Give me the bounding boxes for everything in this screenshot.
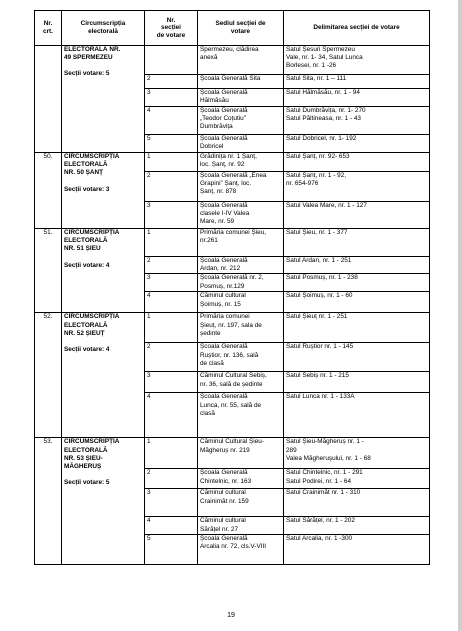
section-delimitation: Satul Ardan, nr. 1 - 251 <box>284 257 430 274</box>
section-delimitation: Satul Crainimăt nr. 1 - 310 <box>284 489 430 517</box>
scan-edge <box>458 0 462 631</box>
header-circumscription: Circumscripția electorală <box>62 11 145 46</box>
section-number: 2 <box>145 469 198 489</box>
section-delimitation: Satul Dobricel, nr. 1- 192 <box>284 135 430 153</box>
section-seat: Școala Generală Ruștior, nr. 136, sală de clasă <box>198 343 284 372</box>
section-seat: Școala Generală Lunca, nr. 55, sală de clasă <box>198 393 284 438</box>
section-number: 3 <box>145 372 198 393</box>
circumscription-number <box>35 46 62 153</box>
circumscription-cell <box>62 153 145 229</box>
section-number: 2 <box>145 75 198 89</box>
section-seat: Căminul Cultural Sebiș, nr. 36, sală de ședinte <box>198 372 284 393</box>
section-seat: Școala Generală Ardan, nr. 212 <box>198 257 284 274</box>
circumscription-title: CIRCUMSCRIPȚIA ELECTORALĂ NR. 52 ȘIEUȚ <box>64 313 120 337</box>
header-seat: Sediul secției de votare <box>198 11 284 46</box>
section-delimitation: Satul Posmuș, nr. 1 - 238 <box>284 274 430 292</box>
section-number: 4 <box>145 292 198 313</box>
section-number: 3 <box>145 202 198 229</box>
section-delimitation: Satul Șieu, nr. 1 - 377 <box>284 229 430 257</box>
circumscription-title: CIRCUMSCRIPȚIA ELECTORALĂ NR. 51 ȘIEU <box>64 229 120 253</box>
section-number: 1 <box>145 229 198 257</box>
section-delimitation: Satul Sărățel, nr. 1 - 202 <box>284 517 430 534</box>
sections-count: Secții votare: 5 <box>64 70 110 78</box>
table-row <box>35 46 430 75</box>
header-nr: Nr. crt. <box>35 11 62 46</box>
section-seat: Școala Generală nr. 2, Posmuș, nr.129 <box>198 274 284 292</box>
section-number: 1 <box>145 153 198 172</box>
circumscription-title: ELECTORALĂ NR. 49 SPERMEZEU <box>64 46 121 62</box>
electoral-sections-table <box>34 10 430 565</box>
section-delimitation: Satul Șanț, nr. 92- 653 <box>284 153 430 172</box>
section-delimitation: Satul Dumbrăvița, nr. 1- 270 Satul Păltineasa, nr. 1 - 43 <box>284 107 430 135</box>
section-number: 4 <box>145 393 198 438</box>
section-seat: Școala Generală clasele I-IV Valea Mare, nr. 59 <box>198 202 284 229</box>
circumscription-number: 50. <box>35 153 62 229</box>
table-body <box>35 46 430 565</box>
section-number: 3 <box>145 274 198 292</box>
page-number: 19 <box>227 612 235 619</box>
section-seat: Căminul Cultural Șieu- Măgheruș nr. 219 <box>198 438 284 469</box>
section-delimitation: Satul Șoimuș, nr. 1 - 60 <box>284 292 430 313</box>
section-number: 5 <box>145 135 198 153</box>
section-delimitation: Satul Hălmăsău, nr. 1 - 94 <box>284 89 430 107</box>
sections-count: Secții votare: 4 <box>64 346 110 354</box>
section-number: 3 <box>145 489 198 517</box>
section-seat: Școala Generală Sita <box>198 75 284 89</box>
section-number: 4 <box>145 107 198 135</box>
table-row <box>35 438 430 469</box>
section-delimitation: Satul Ruștior nr. 1 - 145 <box>284 343 430 372</box>
section-seat: Căminul cultural Sărățel nr. 27 <box>198 517 284 534</box>
section-delimitation: Satul Șesuri Spermezeu Vale, nr. 1- 34, Satul Lunca Borlesei, nr. 1 -26 <box>284 46 430 75</box>
section-delimitation: Satul Sebiș nr. 1 - 215 <box>284 372 430 393</box>
section-number <box>145 46 198 75</box>
circumscription-cell <box>62 46 145 153</box>
circumscription-cell <box>62 313 145 438</box>
circumscription-cell <box>62 229 145 313</box>
section-seat: Școala Generală Hălmăsău <box>198 89 284 107</box>
header-section-nr: Nr. secției de votare <box>145 11 198 46</box>
sections-count: Secții votare: 3 <box>64 185 110 193</box>
section-delimitation: Satul Chintelnic, nr. 1 - 291 Satul Podirei, nr. 1 - 64 <box>284 469 430 489</box>
section-seat: Primăria comunei Șieuț, nr. 197, sala de ședinte <box>198 313 284 343</box>
section-seat: Grădinița nr. 1 Șanț, loc. Șanț, nr. 92 <box>198 153 284 172</box>
section-seat: Școala Generală „Enea Grapini” Șanț, loc. Șanț, nr. 878 <box>198 172 284 202</box>
circumscription-cell <box>62 438 145 564</box>
section-number: 4 <box>145 517 198 534</box>
sections-count: Secții votare: 5 <box>64 479 110 487</box>
section-delimitation: Satul Arcalia, nr. 1 -300 <box>284 534 430 564</box>
table-row <box>35 229 430 257</box>
section-delimitation: Satul Șanț, nr. 1 - 92, nr. 654-976 <box>284 172 430 202</box>
section-seat: Școala Generală „Teodor Coțutiu” Dumbrăvița <box>198 107 284 135</box>
section-seat: Școala Generală Dobricel <box>198 135 284 153</box>
section-seat: Primăria comunei Șieu, nr.261 <box>198 229 284 257</box>
section-number: 1 <box>145 313 198 343</box>
section-delimitation: Satul Lunca nr. 1 - 133A <box>284 393 430 438</box>
section-delimitation: Satul Șieu-Măgheruș nr. 1 - 289 Valea Măgherușului, nr. 1 - 68 <box>284 438 430 469</box>
section-number: 2 <box>145 172 198 202</box>
section-number: 3 <box>145 89 198 107</box>
circumscription-title: CIRCUMSCRIPȚIA ELECTORALĂ NR. 50 ȘANȚ <box>64 153 120 177</box>
circumscription-title: CIRCUMSCRIPȚIA ELECTORALĂ NR. 53 ȘIEU- MĂGHERUȘ <box>64 438 120 471</box>
section-delimitation: Satul Sita, nr. 1 – 111 <box>284 75 430 89</box>
header-delimitation: Delimitarea secției de votare <box>284 11 430 46</box>
circumscription-number: 51. <box>35 229 62 313</box>
section-seat: Căminul cultural Șoimuș, nr. 15 <box>198 292 284 313</box>
section-delimitation: Satul Valea Mare, nr. 1 - 127 <box>284 202 430 229</box>
sections-count: Secții votare: 4 <box>64 261 110 269</box>
table-header-row <box>35 11 430 46</box>
table-row <box>35 313 430 343</box>
circumscription-number: 52. <box>35 313 62 438</box>
circumscription-number: 53. <box>35 438 62 564</box>
section-seat: Spermezeu, clădirea anexă <box>198 46 284 75</box>
section-delimitation: Satul Șieuț nr. 1 - 251 <box>284 313 430 343</box>
section-seat: Căminul cultural Crainimăt nr. 159 <box>198 489 284 517</box>
section-number: 2 <box>145 257 198 274</box>
section-seat: Școala Generală Arcalia nr. 72, cls.V-VIII <box>198 534 284 564</box>
section-seat: Școala Generală Chintelnic, nr. 163 <box>198 469 284 489</box>
table-row <box>35 153 430 172</box>
section-number: 2 <box>145 343 198 372</box>
section-number: 5 <box>145 534 198 564</box>
section-number: 1 <box>145 438 198 469</box>
